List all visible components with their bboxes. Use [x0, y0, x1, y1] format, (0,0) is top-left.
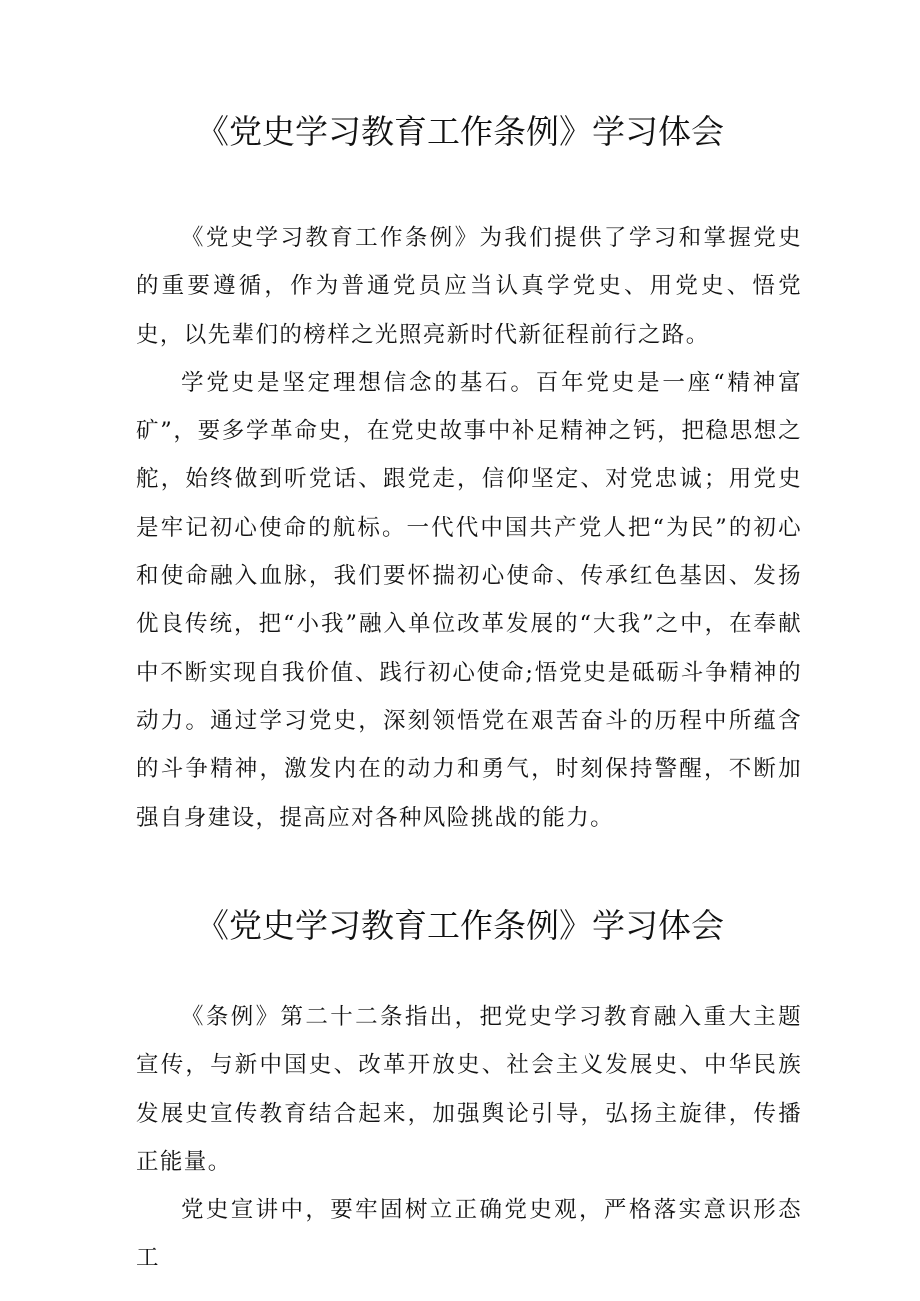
section-2-body — [136, 993, 802, 1283]
section-2-paragraph-1: 《条例》第二十二条指出，把党史学习教育融入重大主题宣传，与新中国史、改革开放史、社会主义发展史、中华民族发展史宣传教育结合起来，加强舆论引导，弘扬主旋律，传播正能量。 — [136, 1004, 802, 1175]
section-2-title: 《党史学习教育工作条例》学习体会 — [196, 906, 724, 945]
section-2-paragraph-2: 党史宣讲中，要牢固树立正确党史观，严格落实意识形态工 — [136, 1197, 802, 1272]
section-1-paragraph-1: 《党史学习教育工作条例》为我们提供了学习和掌握党史的重要遵循，作为普通党员应当认真学党史、用党史、悟党史，以先辈们的榜样之光照亮新时代新征程前行之路。 — [136, 225, 802, 348]
section-1-paragraph-2: 学党史是坚定理想信念的基石。百年党史是一座“精神富矿”，要多学革命史，在党史故事中补足精神之钙，把稳思想之舵，始终做到听党话、跟党走，信仰坚定、对党忠诚；用党史是牢记初心使命的航标。一代代中国共产党人把“为民”的初心和使命融入血脉，我们要怀揣初心使命、传承红色基因、发扬优良传统，把“小我”融入单位改革发展的“大我”之中，在奉献中不断实现自我价值、践行初心使命;悟党史是砥砺斗争精神的动力。通过学习党史，深刻领悟党在艰苦奋斗的历程中所蕴含的斗争精神，激发内在的动力和勇气，时刻保持警醒，不断加强自身建设，提高应对各种风险挑战的能力。 — [136, 369, 802, 831]
section-1-title: 《党史学习教育工作条例》学习体会 — [196, 112, 724, 151]
section-1-body — [136, 214, 802, 842]
